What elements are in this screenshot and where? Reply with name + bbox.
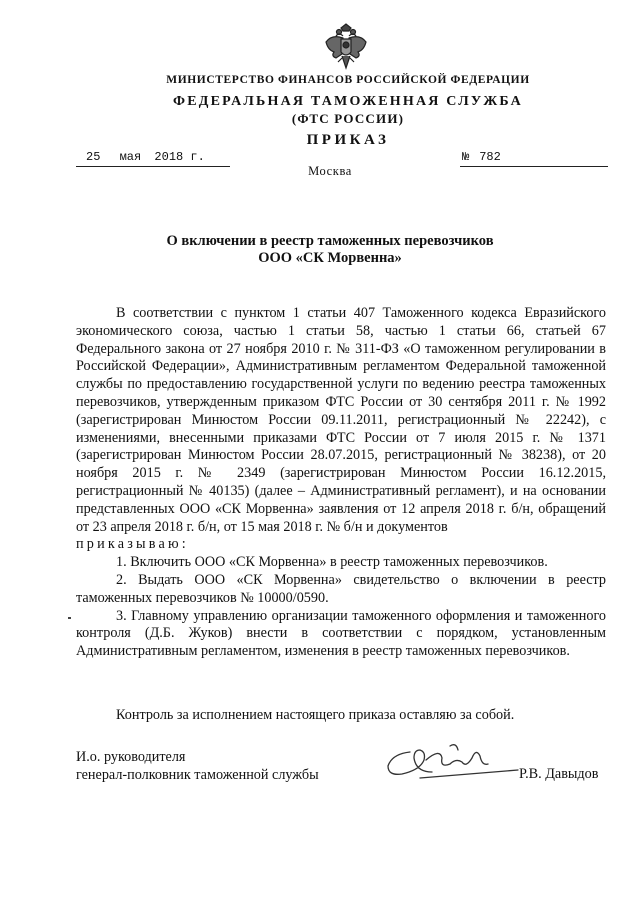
order-item-2: 2. Выдать ООО «СК Морвенна» свидетельство о включении в реестр таможенных перевозчиков № 10000/0590. [76, 571, 606, 606]
signatory-position [76, 748, 319, 784]
order-word [76, 536, 606, 554]
document-title-line2: ООО «СК Морвенна» [258, 250, 402, 266]
city: Москва [308, 164, 352, 178]
position-line-1: И.о. руководителя [76, 749, 186, 765]
order-item-1: 1. Включить ООО «СК Морвенна» в реестр таможенных перевозчиков. [116, 554, 548, 571]
preamble-text: В соответствии с пунктом 1 статьи 407 Таможенного кодекса Евразийского экономического союза, частью 1 статьи 58, частью 1 статьи 66, статьей 67 Федерального закона от 27 ноября 2010 г. № 311-ФЗ «О таможенном регулировании в Российской Федерации», Административным регламентом Федеральной таможенной службы по предоставлению государственной услуги по ведению реестра таможенных перевозчиков, утвержденным приказом ФТС России от 30 сентября 2011 г. № 1992 (зарегистрирован Минюстом России 09.11.2011, регистрационный № 22242), с изменениями, внесенными приказами ФТС России от 7 июля 2015 г. № 1371 (зарегистрирован Минюстом России 28.07.2015, регистрационный № 38238), от 20 ноября 2015 г. № 2349 (зарегистрирован Минюстом России 16.12.2015, регистрационный № 40135) (далее – Административный регламент), и на основании представленных ООО «СК Морвенна» заявления от 12 апреля 2018 г. б/н, обращений от 23 апреля 2018 г. б/н, от 15 мая 2018 г. № б/н и документов [76, 305, 606, 535]
handwritten-signature [380, 738, 520, 786]
control-clause: Контроль за исполнением настоящего приказа оставляю за собой. [116, 707, 515, 723]
service-short-name: (ФТС РОССИИ) [291, 111, 405, 126]
document-body [76, 305, 606, 661]
number-value: 782 [479, 150, 501, 164]
margin-mark [68, 617, 71, 619]
ministry-name: МИНИСТЕРСТВО ФИНАНСОВ РОССИЙСКОЙ ФЕДЕРАЦИИ [166, 74, 530, 86]
position-line-2: генерал-полковник таможенной службы [76, 767, 319, 783]
date-year: 2018 г. [154, 150, 205, 164]
preamble-paragraph [76, 305, 606, 536]
document-title-line1: О включении в реестр таможенных перевозчиков [166, 233, 494, 249]
document-type: ПРИКАЗ [306, 132, 390, 148]
date-month: мая [119, 150, 142, 164]
order-word-text: приказываю: [76, 536, 189, 553]
russian-coat-of-arms-icon [322, 22, 370, 70]
service-name: ФЕДЕРАЛЬНАЯ ТАМОЖЕННАЯ СЛУЖБА [173, 94, 523, 109]
date-day: 25 [86, 150, 101, 164]
number-sign: № [462, 150, 470, 164]
signatory-name: Р.В. Давыдов [519, 766, 599, 782]
order-item-3: 3. Главному управлению организации таможенного оформления и таможенного контроля (Д.Б. Жуков) внести в соответствии с порядком, установленным Административным регламентом, изменения в реестр таможенных перевозчиков. [76, 607, 606, 660]
